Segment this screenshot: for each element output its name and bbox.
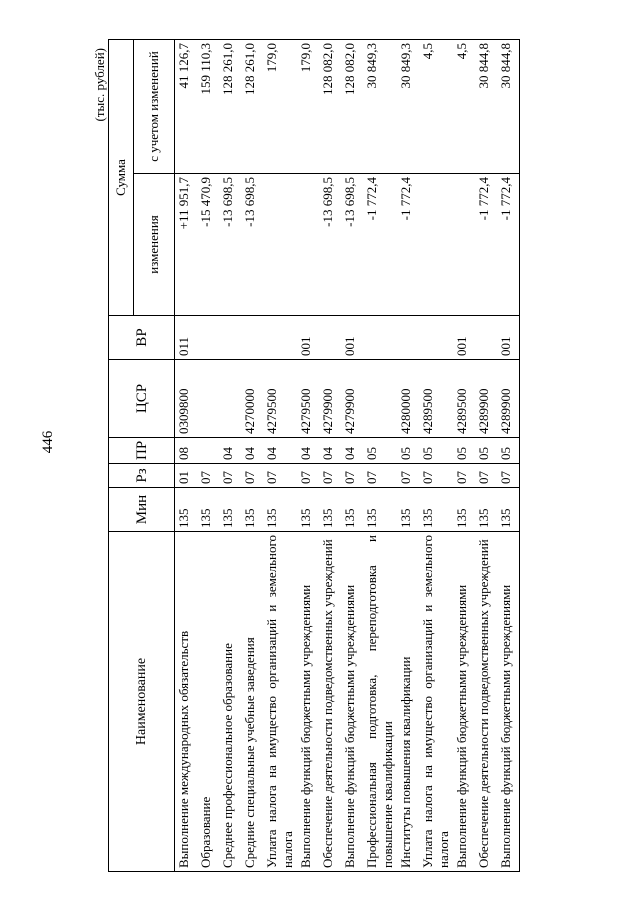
row-csr <box>197 360 219 438</box>
row-change: -13 698,5 <box>219 174 241 316</box>
header-csr: ЦСР <box>109 360 175 438</box>
row-csr: 4279500 <box>263 360 297 438</box>
table-row <box>397 40 419 872</box>
row-total: 4,5 <box>453 40 475 174</box>
header-min: Мин <box>109 488 175 532</box>
row-vr <box>419 316 453 360</box>
row-name: Среднее профессиональное образование <box>219 532 241 872</box>
row-csr: 4270000 <box>241 360 263 438</box>
row-csr: 4280000 <box>397 360 419 438</box>
row-pr: 04 <box>241 438 263 464</box>
row-vr: 001 <box>297 316 319 360</box>
row-vr <box>475 316 497 360</box>
header-rz: Рз <box>109 464 175 488</box>
table-row <box>241 40 263 872</box>
table-row <box>363 40 397 872</box>
row-change: +11 951,7 <box>175 174 198 316</box>
row-vr <box>241 316 263 360</box>
row-csr <box>219 360 241 438</box>
row-name: Уплата налога на имущество организаций и земельного налога <box>419 532 453 872</box>
table-row <box>297 40 319 872</box>
row-rz: 07 <box>241 464 263 488</box>
table-row <box>341 40 363 872</box>
row-total: 128 082,0 <box>319 40 341 174</box>
row-min: 135 <box>341 488 363 532</box>
row-pr <box>197 438 219 464</box>
row-csr: 4279500 <box>297 360 319 438</box>
row-change: -1 772,4 <box>475 174 497 316</box>
row-vr <box>263 316 297 360</box>
table-body <box>175 40 520 872</box>
row-vr: 001 <box>341 316 363 360</box>
row-change <box>297 174 319 316</box>
header-name: Наименование <box>109 532 175 872</box>
row-total: 30 844,8 <box>497 40 520 174</box>
row-change <box>263 174 297 316</box>
row-csr: 4279900 <box>341 360 363 438</box>
row-min: 135 <box>475 488 497 532</box>
row-total: 179,0 <box>297 40 319 174</box>
row-vr <box>219 316 241 360</box>
row-total: 128 082,0 <box>341 40 363 174</box>
row-change <box>453 174 475 316</box>
table-row <box>419 40 453 872</box>
row-name: Обеспечение деятельности подведомственных учреждений <box>319 532 341 872</box>
row-csr: 4289500 <box>453 360 475 438</box>
row-min: 135 <box>453 488 475 532</box>
row-min: 135 <box>497 488 520 532</box>
row-min: 135 <box>241 488 263 532</box>
row-rz: 07 <box>219 464 241 488</box>
row-min: 135 <box>263 488 297 532</box>
row-change: -13 698,5 <box>241 174 263 316</box>
row-rz: 07 <box>419 464 453 488</box>
row-total: 128 261,0 <box>219 40 241 174</box>
row-min: 135 <box>297 488 319 532</box>
row-name: Выполнение функций бюджетными учреждениями <box>297 532 319 872</box>
row-change <box>419 174 453 316</box>
page-number: 446 <box>40 430 56 454</box>
row-pr: 05 <box>453 438 475 464</box>
row-vr: 011 <box>175 316 198 360</box>
row-rz: 07 <box>297 464 319 488</box>
row-pr: 04 <box>341 438 363 464</box>
row-pr: 04 <box>319 438 341 464</box>
row-csr: 4289500 <box>419 360 453 438</box>
row-total: 41 126,7 <box>175 40 198 174</box>
row-rz: 07 <box>319 464 341 488</box>
row-change: -1 772,4 <box>497 174 520 316</box>
row-min: 135 <box>175 488 198 532</box>
budget-table <box>108 39 520 872</box>
row-total: 128 261,0 <box>241 40 263 174</box>
row-vr <box>197 316 219 360</box>
row-name: Средние специальные учебные заведения <box>241 532 263 872</box>
row-pr: 04 <box>297 438 319 464</box>
row-pr: 04 <box>263 438 297 464</box>
row-pr: 08 <box>175 438 198 464</box>
row-name: Образование <box>197 532 219 872</box>
row-pr: 05 <box>397 438 419 464</box>
header-sum: Сумма <box>109 40 134 316</box>
row-rz: 07 <box>341 464 363 488</box>
row-name: Выполнение функций бюджетными учреждениями <box>341 532 363 872</box>
row-min: 135 <box>197 488 219 532</box>
row-change: -1 772,4 <box>363 174 397 316</box>
row-rz: 07 <box>197 464 219 488</box>
row-rz: 07 <box>397 464 419 488</box>
table-row <box>475 40 497 872</box>
row-vr: 001 <box>453 316 475 360</box>
row-min: 135 <box>319 488 341 532</box>
table-row <box>175 40 198 872</box>
row-total: 159 110,3 <box>197 40 219 174</box>
header-change: изменения <box>134 174 175 316</box>
row-vr <box>319 316 341 360</box>
row-pr: 05 <box>363 438 397 464</box>
header-pr: ПР <box>109 438 175 464</box>
row-vr: 001 <box>497 316 520 360</box>
row-rz: 07 <box>263 464 297 488</box>
row-pr: 05 <box>419 438 453 464</box>
row-change: -15 470,9 <box>197 174 219 316</box>
units-label: (тыс. рублей) <box>92 48 107 122</box>
row-total: 4,5 <box>419 40 453 174</box>
row-total: 30 849,3 <box>363 40 397 174</box>
row-rz: 01 <box>175 464 198 488</box>
row-csr: 4279900 <box>319 360 341 438</box>
row-name: Уплата налога на имущество организаций и земельного налога <box>263 532 297 872</box>
row-name: Выполнение функций бюджетными учреждениями <box>497 532 520 872</box>
row-vr <box>363 316 397 360</box>
row-change: -1 772,4 <box>397 174 419 316</box>
row-min: 135 <box>219 488 241 532</box>
row-change: -13 698,5 <box>319 174 341 316</box>
table-row <box>453 40 475 872</box>
table-row <box>219 40 241 872</box>
row-rz: 07 <box>363 464 397 488</box>
row-csr: 4289900 <box>475 360 497 438</box>
row-rz: 07 <box>453 464 475 488</box>
row-pr: 05 <box>475 438 497 464</box>
row-name: Обеспечение деятельности подведомственных учреждений <box>475 532 497 872</box>
row-min: 135 <box>363 488 397 532</box>
row-change: -13 698,5 <box>341 174 363 316</box>
table-row <box>263 40 297 872</box>
table-row <box>319 40 341 872</box>
row-min: 135 <box>419 488 453 532</box>
row-total: 30 844,8 <box>475 40 497 174</box>
row-pr: 05 <box>497 438 520 464</box>
header-with-change: с учетом изменений <box>134 40 175 174</box>
header-vr: ВР <box>109 316 175 360</box>
row-csr <box>363 360 397 438</box>
table-row <box>497 40 520 872</box>
row-rz: 07 <box>475 464 497 488</box>
row-vr <box>397 316 419 360</box>
row-pr: 04 <box>219 438 241 464</box>
row-name: Институты повышения квалификации <box>397 532 419 872</box>
row-csr: 0309800 <box>175 360 198 438</box>
row-total: 30 849,3 <box>397 40 419 174</box>
row-name: Выполнение международных обязательств <box>175 532 198 872</box>
row-total: 179,0 <box>263 40 297 174</box>
row-name: Профессиональная подготовка, переподготовка и повышение квалификации <box>363 532 397 872</box>
header-row <box>109 40 134 872</box>
row-name: Выполнение функций бюджетными учреждениями <box>453 532 475 872</box>
rotated-table-area <box>92 40 572 872</box>
table-row <box>197 40 219 872</box>
row-min: 135 <box>397 488 419 532</box>
row-rz: 07 <box>497 464 520 488</box>
row-csr: 4289900 <box>497 360 520 438</box>
